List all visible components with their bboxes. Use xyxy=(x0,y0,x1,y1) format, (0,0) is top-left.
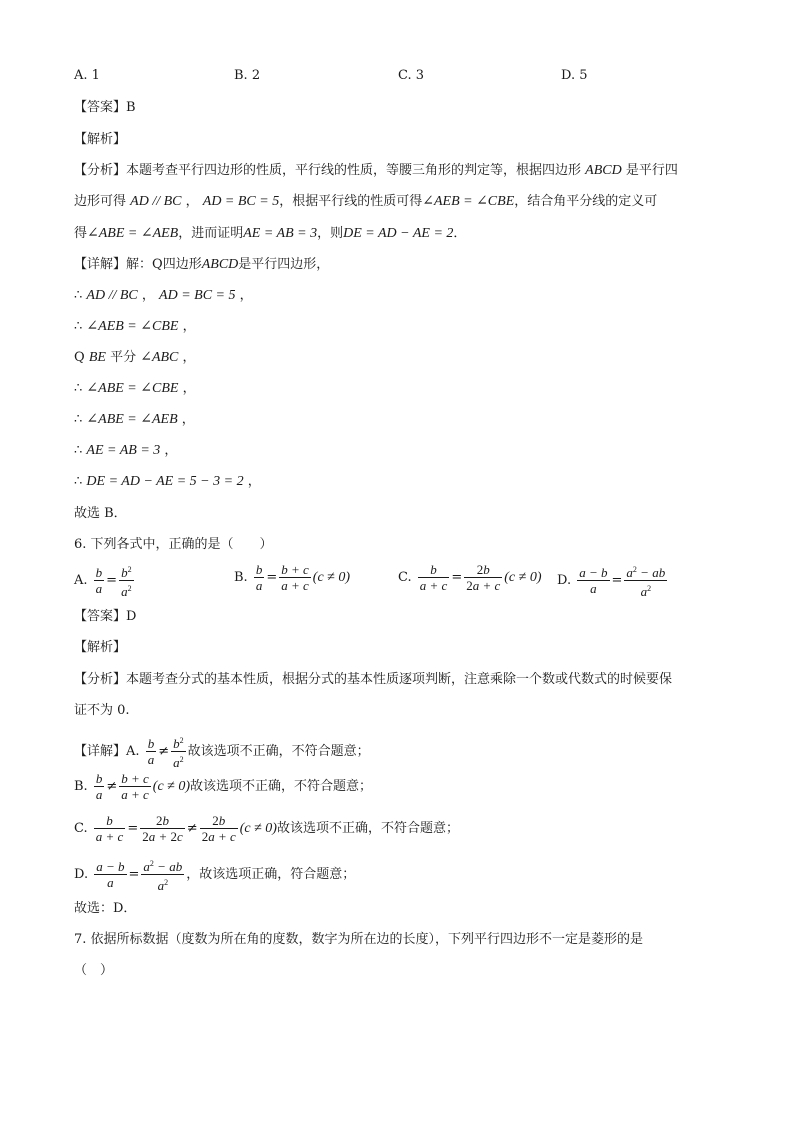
q6-option-d: D. $\frac{a - b}{a}$ = $\frac{a^2 - ab}{a^2}$ xyxy=(557,562,669,599)
fraction: $\frac{b}{a}$ xyxy=(147,736,155,767)
step-7: ∴ AE = AB = 3 ， xyxy=(74,443,178,458)
q5-conclusion: 故选 B． xyxy=(74,506,127,521)
step-3: ∴ ∠AEB = ∠CBE ， xyxy=(74,319,196,334)
fraction: $\frac{b}{a + c}$ xyxy=(419,562,448,593)
q6-detail-a: 【详解】A. $\frac{b}{a}$ ≠ $\frac{b^2}{a^2}$ 故该选项不正确，不符合题意； xyxy=(74,733,370,770)
q6-option-a: A. $\frac{b}{a}$ = $\frac{b^2}{a^2}$ xyxy=(74,562,136,599)
fenxi-line-1: 【分析】本题考查平行四边形的性质，平行线的性质，等腰三角形的判定等，根据四边形 ABCD 是平行四 xyxy=(74,163,678,178)
fraction: $\frac{b}{a}$ xyxy=(95,565,103,596)
fraction: $\frac{2b}{2a + c}$ xyxy=(466,562,501,593)
fraction: $\frac{2b}{2a + 2c}$ xyxy=(142,813,183,844)
fraction: $\frac{a - b}{a}$ xyxy=(96,859,125,890)
fraction: $\frac{b^2}{a^2}$ xyxy=(119,562,134,599)
fraction: $\frac{b}{a}$ xyxy=(255,562,263,593)
q6-conclusion: 故选：D． xyxy=(74,901,137,916)
fraction: $\frac{a^2 - ab}{a^2}$ xyxy=(141,856,184,893)
step-5: ∴ ∠ABE = ∠CBE ， xyxy=(74,381,196,396)
option-d: D. 5 xyxy=(561,68,588,83)
answer-line: 【答案】B xyxy=(74,100,136,115)
q6-detail-b: B. $\frac{b}{a}$ ≠ $\frac{b + c}{a + c}$ (c ≠ 0)故该选项不正确，不符合题意； xyxy=(74,771,373,802)
q6-option-b: B. $\frac{b}{a}$ = $\frac{b + c}{a + c}$ (c ≠ 0) xyxy=(234,562,351,593)
q6-fenxi-line-1: 【分析】本题考查分式的基本性质，根据分式的基本性质逐项判断，注意乘除一个数或代数式的时候要保 xyxy=(74,672,673,687)
option-c: C. 3 xyxy=(398,68,425,83)
q6-detail-c: C. $\frac{b}{a + c}$ = $\frac{2b}{2a + 2c}$ ≠ $\frac{2b}{2a + c}$ (c ≠ 0)故该选项不正确，不符合题意； xyxy=(74,813,459,844)
q6-fenxi-line-2: 证不为 0. xyxy=(74,703,130,718)
step-2: ∴ AD // BC ， AD = BC = 5 ， xyxy=(74,288,253,303)
fenxi-line-3: 得∠ABE = ∠AEB，进而证明AE = AB = 3，则DE = AD − AE = 2． xyxy=(74,226,467,241)
fraction: $\frac{b}{a + c}$ xyxy=(95,813,124,844)
fraction: $\frac{b + c}{a + c}$ xyxy=(121,771,149,802)
option-b: B. 2 xyxy=(234,68,261,83)
q6-option-c: C. $\frac{b}{a + c}$ = $\frac{2b}{2a + c}$ (c ≠ 0) xyxy=(398,562,542,593)
fraction: $\frac{2b}{2a + c}$ xyxy=(201,813,236,844)
fenxi-line-2: 边形可得 AD // BC ， AD = BC = 5，根据平行线的性质可得∠AEB = ∠CBE，结合角平分线的定义可 xyxy=(74,194,658,209)
step-6: ∴ ∠ABE = ∠AEB ， xyxy=(74,412,195,427)
option-a: A. 1 xyxy=(74,68,100,83)
fraction: $\frac{a - b}{a}$ xyxy=(579,565,608,596)
q6-answer-line: 【答案】D xyxy=(74,609,137,624)
q6-question: 6. 下列各式中，正确的是（ ） xyxy=(74,537,273,552)
fraction: $\frac{b + c}{a + c}$ xyxy=(281,562,309,593)
q6-detail-d: D. $\frac{a - b}{a}$ = $\frac{a^2 - ab}{a^2}$ ，故该选项正确，符合题意； xyxy=(74,856,355,893)
fraction: $\frac{b^2}{a^2}$ xyxy=(171,733,186,770)
step-4: Q BE 平分 ∠ABC ， xyxy=(74,350,196,365)
fraction: $\frac{b}{a}$ xyxy=(95,771,103,802)
q7-paren: （ ） xyxy=(74,963,114,978)
q7-question: 7. 依据所标数据（度数为所在角的度数，数字为所在边的长度），下列平行四边形不一定是菱形的是 xyxy=(74,932,644,947)
fraction: $\frac{a^2 - ab}{a^2}$ xyxy=(624,562,667,599)
step-8: ∴ DE = AD − AE = 5 − 3 = 2 ， xyxy=(74,474,261,489)
analysis-heading: 【解析】 xyxy=(74,132,127,147)
q6-analysis-heading: 【解析】 xyxy=(74,640,127,655)
xiangjie-line-1: 【详解】解：Q四边形ABCD是平行四边形， xyxy=(74,257,330,272)
